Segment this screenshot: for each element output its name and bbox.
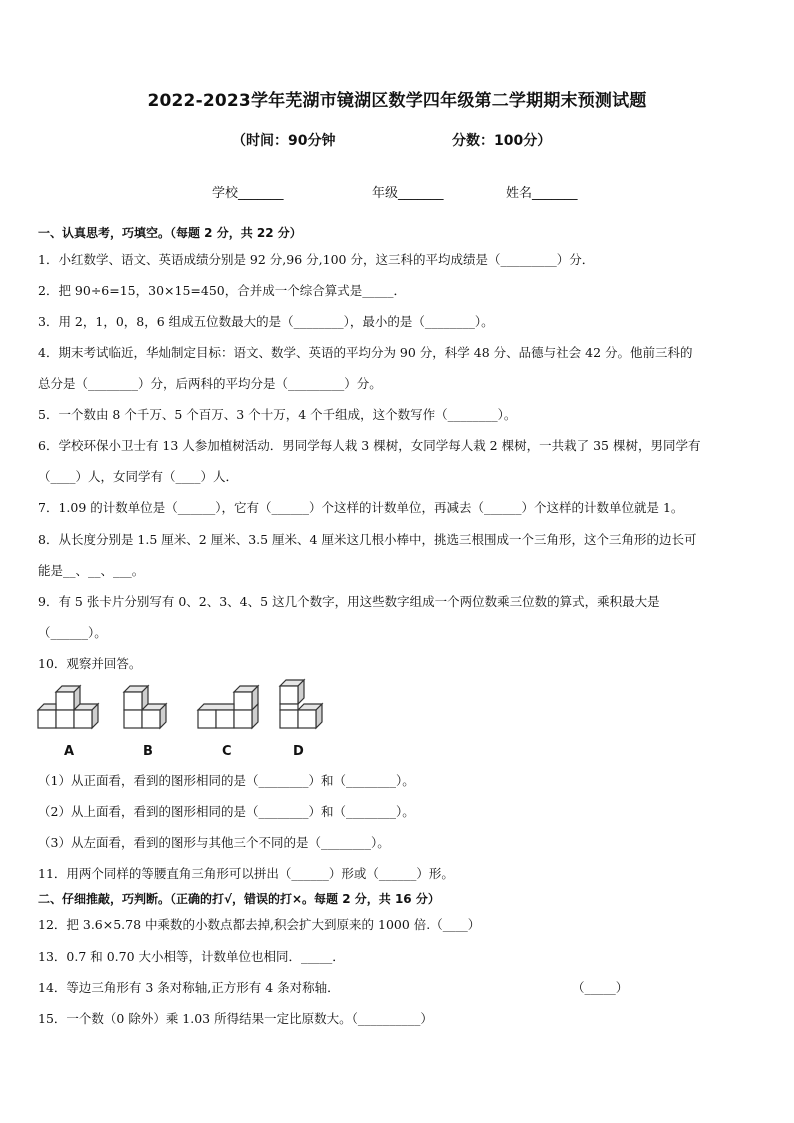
school-field: 学校_______ [212,186,284,201]
question-6-cont: （____）人，女同学有（____）人． [38,469,239,484]
cube-figure-c [194,678,264,740]
question-10: 10．观察并回答。 [38,656,142,671]
question-8: 8．从长度分别是 1.5 厘米、2 厘米、3.5 厘米、4 厘米这几根小棒中，挑选三根围成一个三角形，这个三角形的边长可 [38,532,697,547]
question-10-2: （2）从上面看，看到的图形相同的是（________）和（________）。 [38,804,415,819]
name-field: 姓名_______ [506,186,578,201]
question-11: 11．用两个同样的等腰直角三角形可以拼出（______）形或（______）形。 [38,866,454,881]
time-label: （时间：90分钟 [232,133,336,149]
question-9-cont: （______）。 [38,625,107,640]
question-3: 3．用 2，1，0，8，6 组成五位数最大的是（________），最小的是（________）。 [38,314,494,329]
question-15: 15．一个数（0 除外）乘 1.03 所得结果一定比原数大。（__________） [38,1011,433,1026]
section2-heading: 二、仔细推敲，巧判断。（正确的打√，错误的打×。每题 2 分，共 16 分） [38,892,440,906]
question-14-answer-blank: （_____） [572,980,629,995]
figure-label-d: D [293,744,304,759]
cube-figure-a [36,678,104,740]
question-12: 12．把 3.6×5.78 中乘数的小数点都去掉,积会扩大到原来的 1000 倍.（____） [38,917,481,932]
question-5: 5．一个数由 8 个千万、5 个百万、3 个十万，4 个千组成，这个数写作（________）。 [38,407,517,422]
question-6: 6．学校环保小卫士有 13 人参加植树活动．男同学每人栽 3 棵树，女同学每人栽 2 棵树，一共栽了 35 棵树，男同学有 [38,438,701,453]
question-4-cont: 总分是（________）分，后两科的平均分是（_________）分。 [38,376,382,391]
question-2: 2．把 90÷6=15，30×15=450，合并成一个综合算式是_____． [38,283,407,298]
question-9: 9．有 5 张卡片分别写有 0、2、3、4、5 这几个数字，用这些数字组成一个两位数乘三位数的算式，乘积最大是 [38,594,660,609]
question-13: 13．0.7 和 0.70 大小相等，计数单位也相同．_____． [38,949,345,964]
score-label: 分数：100分） [452,133,552,149]
cube-figure-d [276,676,334,742]
question-10-3: （3）从左面看，看到的图形与其他三个不同的是（________）。 [38,835,390,850]
page-title: 2022-2023学年芜湖市镜湖区数学四年级第二学期期末预测试题 [147,91,647,111]
question-1: 1．小红数学、语文、英语成绩分别是 92 分,96 分,100 分，这三科的平均成绩是（_________）分． [38,252,595,267]
question-10-1: （1）从正面看，看到的图形相同的是（________）和（________）。 [38,773,415,788]
question-4: 4．期末考试临近，华灿制定目标：语文、数学、英语的平均分为 90 分，科学 48 分、品德与社会 42 分。他前三科的 [38,345,693,360]
question-7: 7．1.09 的计数单位是（______），它有（______）个这样的计数单位，再减去（______）个这样的计数单位就是 1。 [38,500,684,515]
grade-field: 年级_______ [372,186,444,201]
figure-label-b: B [143,744,153,759]
section1-heading: 一、认真思考，巧填空。（每题 2 分，共 22 分） [38,226,302,240]
question-8-cont: 能是__、__、___。 [38,563,145,578]
question-14: 14．等边三角形有 3 条对称轴,正方形有 4 条对称轴． [38,980,340,995]
figure-label-c: C [222,744,232,759]
figure-label-a: A [64,744,75,759]
cube-figure-b [120,678,180,740]
